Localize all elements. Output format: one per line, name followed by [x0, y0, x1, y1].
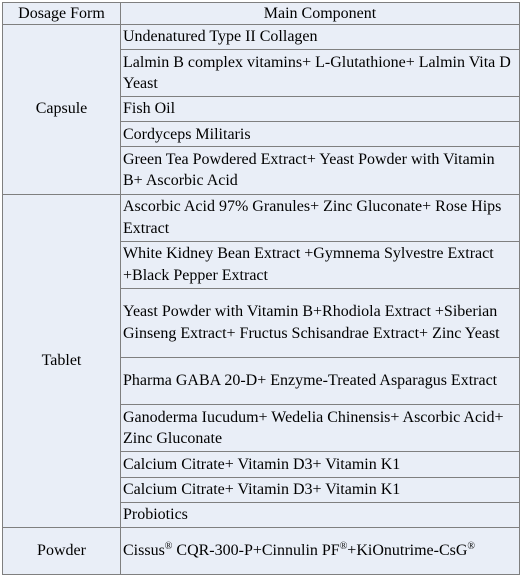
header-row: [3, 3, 520, 25]
table-row: [3, 194, 520, 241]
component-text: CQR-300-P+Cinnulin PF: [172, 542, 340, 560]
dosage-component-table: [2, 2, 520, 575]
header-dosage-form: Dosage Form: [3, 3, 121, 25]
component-cell: Fish Oil: [121, 97, 520, 122]
component-cell: Probiotics: [121, 502, 520, 527]
component-cell: Cordyceps Militaris: [121, 122, 520, 147]
component-cell: Green Tea Powdered Extract+ Yeast Powder with Vitamin B+ Ascorbic Acid: [121, 147, 520, 194]
component-cell: Yeast Powder with Vitamin B+Rhodiola Extract +Siberian Ginseng Extract+ Fructus Schisandrae Extract+ Zinc Yeast: [121, 288, 520, 357]
registered-mark: ®: [339, 541, 348, 553]
component-text: +KiOnutrime-CsG: [347, 542, 468, 560]
component-text: Cissus: [123, 542, 165, 560]
dosage-form-tablet: Tablet: [3, 194, 121, 527]
table-row: [3, 25, 520, 50]
component-cell: Lalmin B complex vitamins+ L-Glutathione+ Lalmin Vita D Yeast: [121, 50, 520, 97]
dosage-form-powder: Powder: [3, 527, 121, 574]
dosage-form-capsule: Capsule: [3, 25, 121, 195]
component-cell: Calcium Citrate+ Vitamin D3+ Vitamin K1: [121, 452, 520, 477]
component-cell: White Kidney Bean Extract +Gymnema Sylvestre Extract +Black Pepper Extract: [121, 241, 520, 288]
header-main-component: Main Component: [121, 3, 520, 25]
component-cell: Calcium Citrate+ Vitamin D3+ Vitamin K1: [121, 477, 520, 502]
component-cell: Pharma GABA 20-D+ Enzyme-Treated Asparagus Extract: [121, 358, 520, 405]
registered-mark: ®: [164, 541, 173, 553]
component-cell: [121, 527, 520, 574]
component-cell: Ascorbic Acid 97% Granules+ Zinc Gluconate+ Rose Hips Extract: [121, 194, 520, 241]
component-cell: Ganoderma Iucudum+ Wedelia Chinensis+ Ascorbic Acid+ Zinc Gluconate: [121, 405, 520, 452]
table-row: [3, 527, 520, 574]
registered-mark: ®: [467, 541, 476, 553]
component-cell: Undenatured Type II Collagen: [121, 25, 520, 50]
